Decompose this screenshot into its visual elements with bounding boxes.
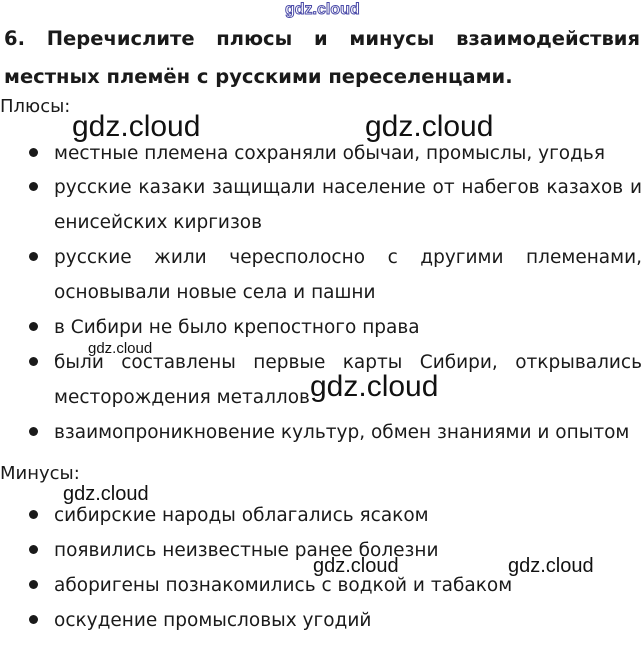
bullet-icon [29, 427, 38, 436]
list-item-text: русские жили чересполосно с другими племенами, основывали новые села и пашни [54, 247, 642, 303]
bullet-icon [29, 615, 38, 624]
watermark-top: gdz.cloud [285, 1, 360, 18]
bullet-icon [29, 148, 38, 157]
list-item-text: сибирские народы облагались ясаком [54, 505, 429, 526]
bullet-icon [29, 510, 38, 519]
list-item-text: взаимопроникновение культур, обмен знаниями и опытом [54, 422, 630, 443]
bullet-icon [29, 357, 38, 366]
list-item-text: в Сибири не было крепостного права [54, 317, 420, 338]
list-item-text: русские казаки защищали население от набегов казахов и енисейских киргизов [54, 177, 642, 233]
watermark: gdz.cloud [310, 370, 439, 403]
pros-label: Плюсы: [0, 96, 71, 117]
list-item-text: были составлены первые карты Сибири, открывались месторождения металлов [54, 352, 642, 408]
watermark: gdz.cloud [88, 340, 153, 357]
bullet-icon [29, 182, 38, 191]
watermark: gdz.cloud [508, 555, 594, 577]
cons-label: Минусы: [0, 463, 80, 484]
bullet-icon [29, 545, 38, 554]
list-item-text: местные племена сохраняли обычаи, промыслы, угодья [54, 143, 605, 164]
bullet-icon [29, 580, 38, 589]
watermark: gdz.cloud [313, 555, 399, 577]
bullet-icon [29, 252, 38, 261]
list-item-text: аборигены познакомились с водкой и табаком [54, 575, 513, 596]
list-item-text: появились неизвестные ранее болезни [54, 540, 439, 561]
question-heading: 6. Перечислите плюсы и минусы взаимодействия местных племён с русскими переселенцами. [4, 27, 640, 88]
watermark: gdz.cloud [63, 483, 149, 505]
bullet-icon [29, 322, 38, 331]
watermark: gdz.cloud [72, 110, 201, 143]
watermark: gdz.cloud [365, 110, 494, 143]
list-item-text: оскудение промысловых угодий [54, 610, 372, 631]
